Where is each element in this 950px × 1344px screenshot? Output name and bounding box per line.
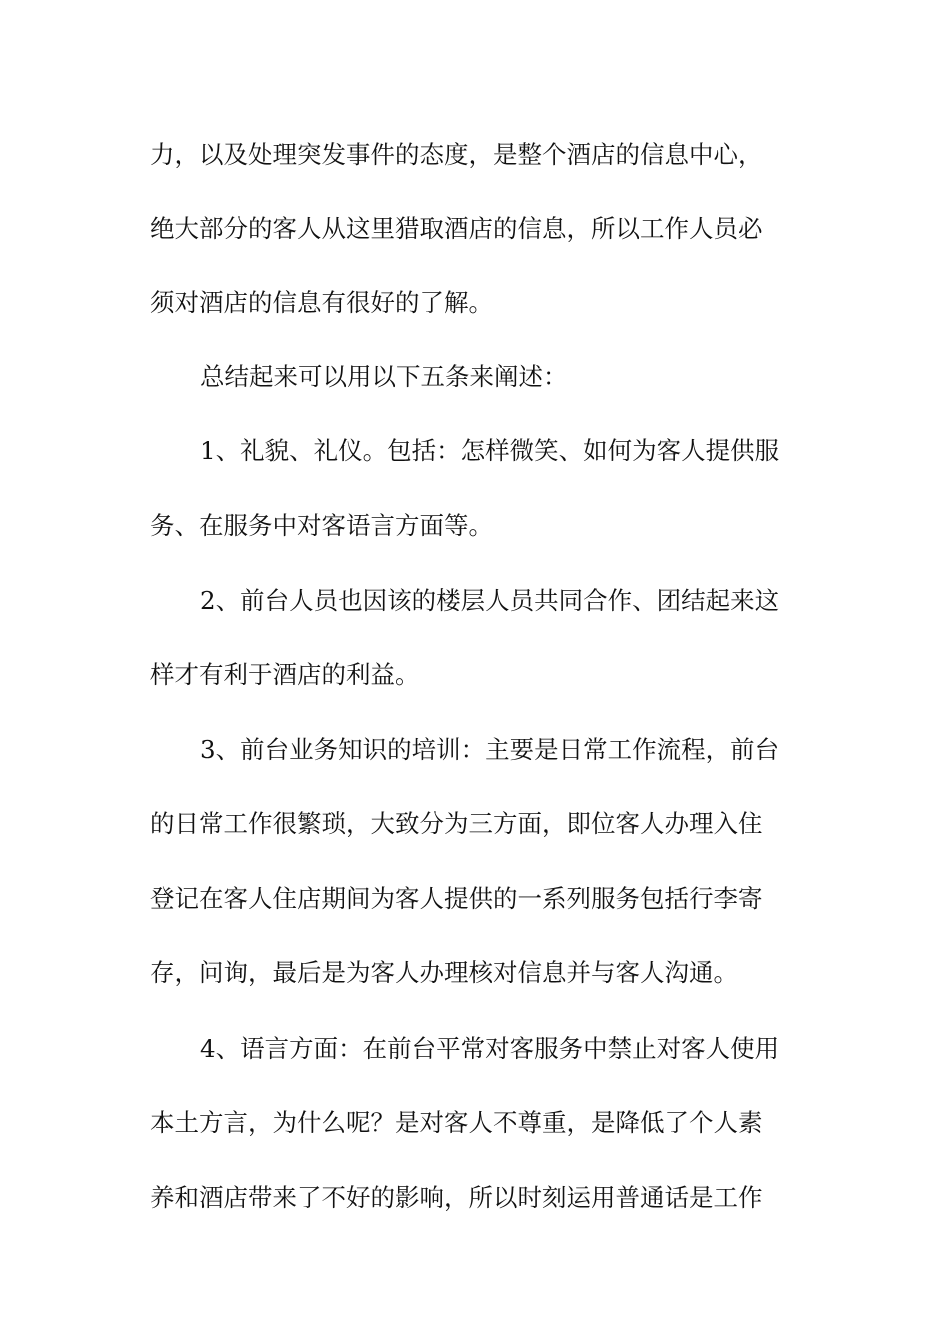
list-item-1-line: 1、礼貌、礼仪。包括：怎样微笑、如何为客人提供服	[200, 436, 780, 465]
list-item-3-line: 存，问询，最后是为客人办理核对信息并与客人沟通。	[150, 958, 738, 987]
list-item-4-line: 4、语言方面：在前台平常对客服务中禁止对客人使用	[200, 1034, 780, 1063]
list-item-1-line: 务、在服务中对客语言方面等。	[150, 511, 493, 540]
list-item-2-line: 样才有利于酒店的利益。	[150, 660, 420, 689]
list-item-3-line: 3、前台业务知识的培训：主要是日常工作流程，前台	[200, 735, 780, 764]
body-text-line: 力，以及处理突发事件的态度，是整个酒店的信息中心，	[150, 140, 763, 169]
list-item-4-line: 养和酒店带来了不好的影响，所以时刻运用普通话是工作	[150, 1183, 763, 1212]
list-item-4-line: 本土方言，为什么呢？是对客人不尊重，是降低了个人素	[150, 1108, 763, 1137]
paragraph-summary-line: 总结起来可以用以下五条来阐述：	[200, 362, 568, 391]
body-text-line: 绝大部分的客人从这里猎取酒店的信息，所以工作人员必	[150, 214, 763, 243]
body-text-line: 须对酒店的信息有很好的了解。	[150, 288, 493, 317]
list-item-2-line: 2、前台人员也因该的楼层人员共同合作、团结起来这	[200, 586, 780, 615]
list-item-3-line: 的日常工作很繁琐，大致分为三方面，即位客人办理入住	[150, 809, 763, 838]
list-item-3-line: 登记在客人住店期间为客人提供的一系列服务包括行李寄	[150, 884, 763, 913]
